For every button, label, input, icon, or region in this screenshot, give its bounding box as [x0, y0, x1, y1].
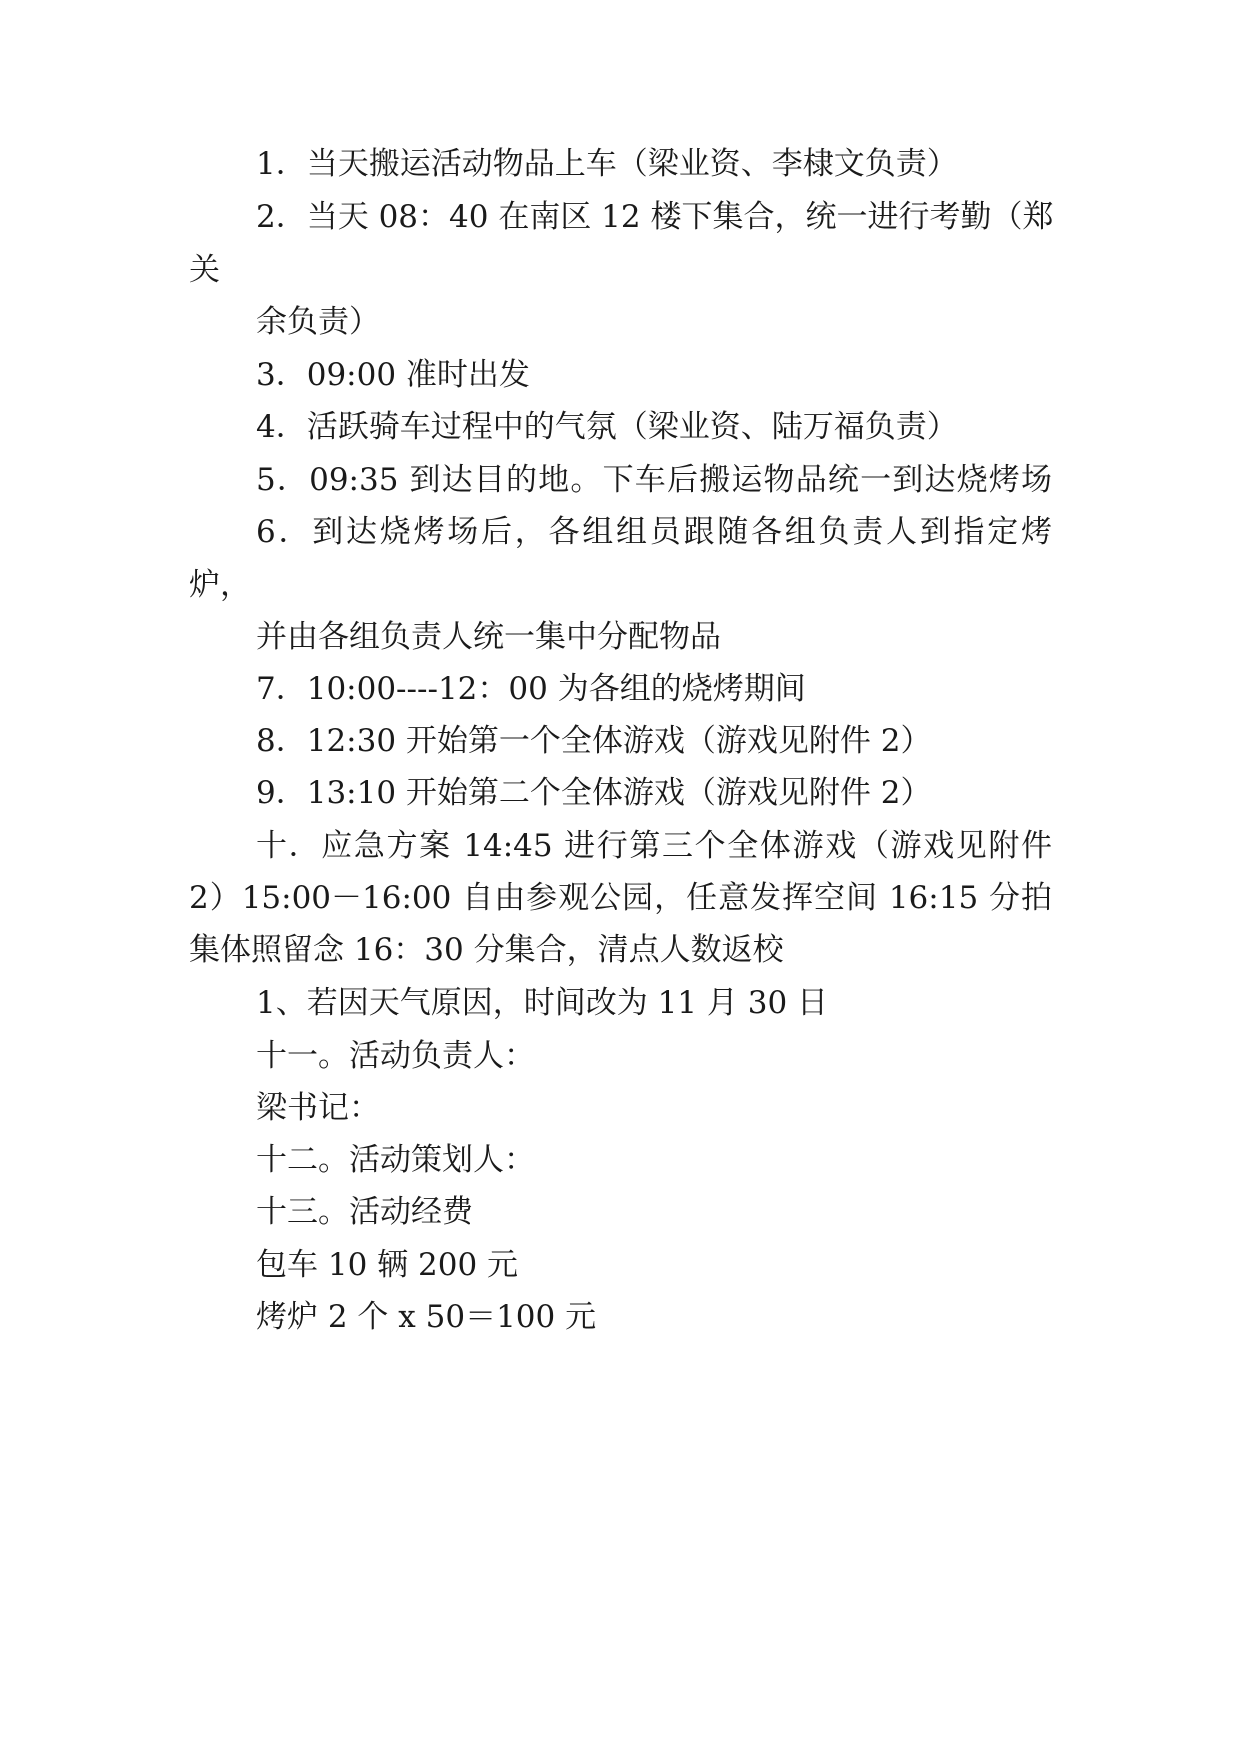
paragraph-line: 1．当天搬运活动物品上车（梁业资、李棣文负责） [256, 146, 958, 182]
paragraph-line: 1、若因天气原因，时间改为 11 月 30 日 [256, 985, 829, 1021]
paragraph-line: 梁书记： [256, 1090, 380, 1126]
paragraph-line: 十一。活动负责人： [256, 1038, 535, 1074]
paragraph-line: 炉， [189, 567, 251, 603]
paragraph-line: 十二。活动策划人： [256, 1142, 535, 1178]
paragraph-line: 4．活跃骑车过程中的气氛（梁业资、陆万福负责） [256, 409, 958, 445]
paragraph-line: 集体照留念 16：30 分集合，清点人数返校 [189, 932, 784, 968]
paragraph-line: 8．12:30 开始第一个全体游戏（游戏见附件 2） [256, 723, 932, 759]
paragraph-line: 并由各组负责人统一集中分配物品 [256, 619, 721, 655]
paragraph-line: 5．09:35 到达目的地。下车后搬运物品统一到达烧烤场 [256, 462, 1052, 498]
paragraph-line: 7．10:00----12：00 为各组的烧烤期间 [256, 671, 806, 707]
paragraph-line: 余负责） [256, 304, 380, 340]
paragraph-line: 2．当天 08：40 在南区 12 楼下集合，统一进行考勤（郑 [256, 199, 1054, 235]
paragraph-line: 9．13:10 开始第二个全体游戏（游戏见附件 2） [256, 775, 932, 811]
paragraph-line: 包车 10 辆 200 元 [256, 1247, 519, 1283]
paragraph-line: 十三。活动经费 [256, 1194, 473, 1230]
paragraph-line: 3．09:00 准时出发 [256, 357, 530, 393]
paragraph-line: 6．到达烧烤场后，各组组员跟随各组负责人到指定烤 [256, 514, 1052, 550]
paragraph-line: 烤炉 2 个 x 50＝100 元 [256, 1299, 597, 1335]
paragraph-line: 2）15:00－16:00 自由参观公园，任意发挥空间 16:15 分拍 [189, 880, 1052, 916]
paragraph-line: 关 [189, 252, 220, 288]
paragraph-line: 十．应急方案 14:45 进行第三个全体游戏（游戏见附件 [256, 828, 1052, 864]
